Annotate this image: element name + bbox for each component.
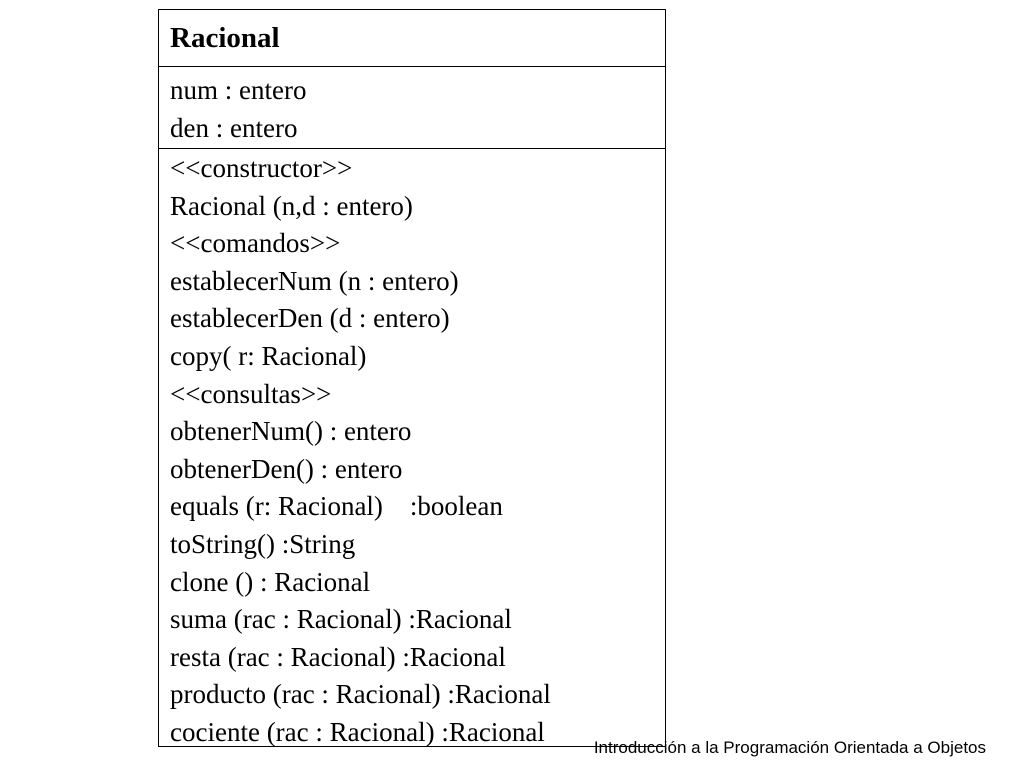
operation-cociente: cociente (rac : Racional) :Racional	[170, 716, 545, 747]
operation-equals: equals (r: Racional) :boolean	[170, 491, 503, 522]
class-name: Racional	[170, 21, 280, 54]
slide-footer: Introducción a la Programación Orientada a Objetos	[593, 738, 986, 757]
attributes-section	[159, 67, 665, 149]
operation-establecer-den: establecerDen (d : entero)	[170, 303, 450, 334]
stereotype-comandos: <<comandos>>	[170, 228, 341, 259]
operation-establecer-num: establecerNum (n : entero)	[170, 265, 459, 296]
operation-obtener-num: obtenerNum() : entero	[170, 416, 412, 447]
operation-copy: copy( r: Racional)	[170, 340, 367, 371]
stereotype-consultas: <<consultas>>	[170, 378, 332, 409]
class-name-section	[159, 10, 665, 67]
attribute-den: den : entero	[170, 112, 298, 143]
uml-class-box	[158, 9, 666, 747]
operation-obtener-den: obtenerDen() : entero	[170, 453, 403, 484]
operation-producto: producto (rac : Racional) :Racional	[170, 679, 551, 710]
operation-racional: Racional (n,d : entero)	[170, 190, 413, 221]
operation-to-string: toString() :String	[170, 528, 356, 559]
operation-resta: resta (rac : Racional) :Racional	[170, 641, 506, 672]
operation-suma: suma (rac : Racional) :Racional	[170, 604, 512, 635]
operations-section	[159, 149, 665, 752]
attribute-num: num : entero	[170, 75, 307, 105]
operation-clone: clone () : Racional	[170, 566, 371, 597]
stereotype-constructor: <<constructor>>	[170, 153, 353, 183]
